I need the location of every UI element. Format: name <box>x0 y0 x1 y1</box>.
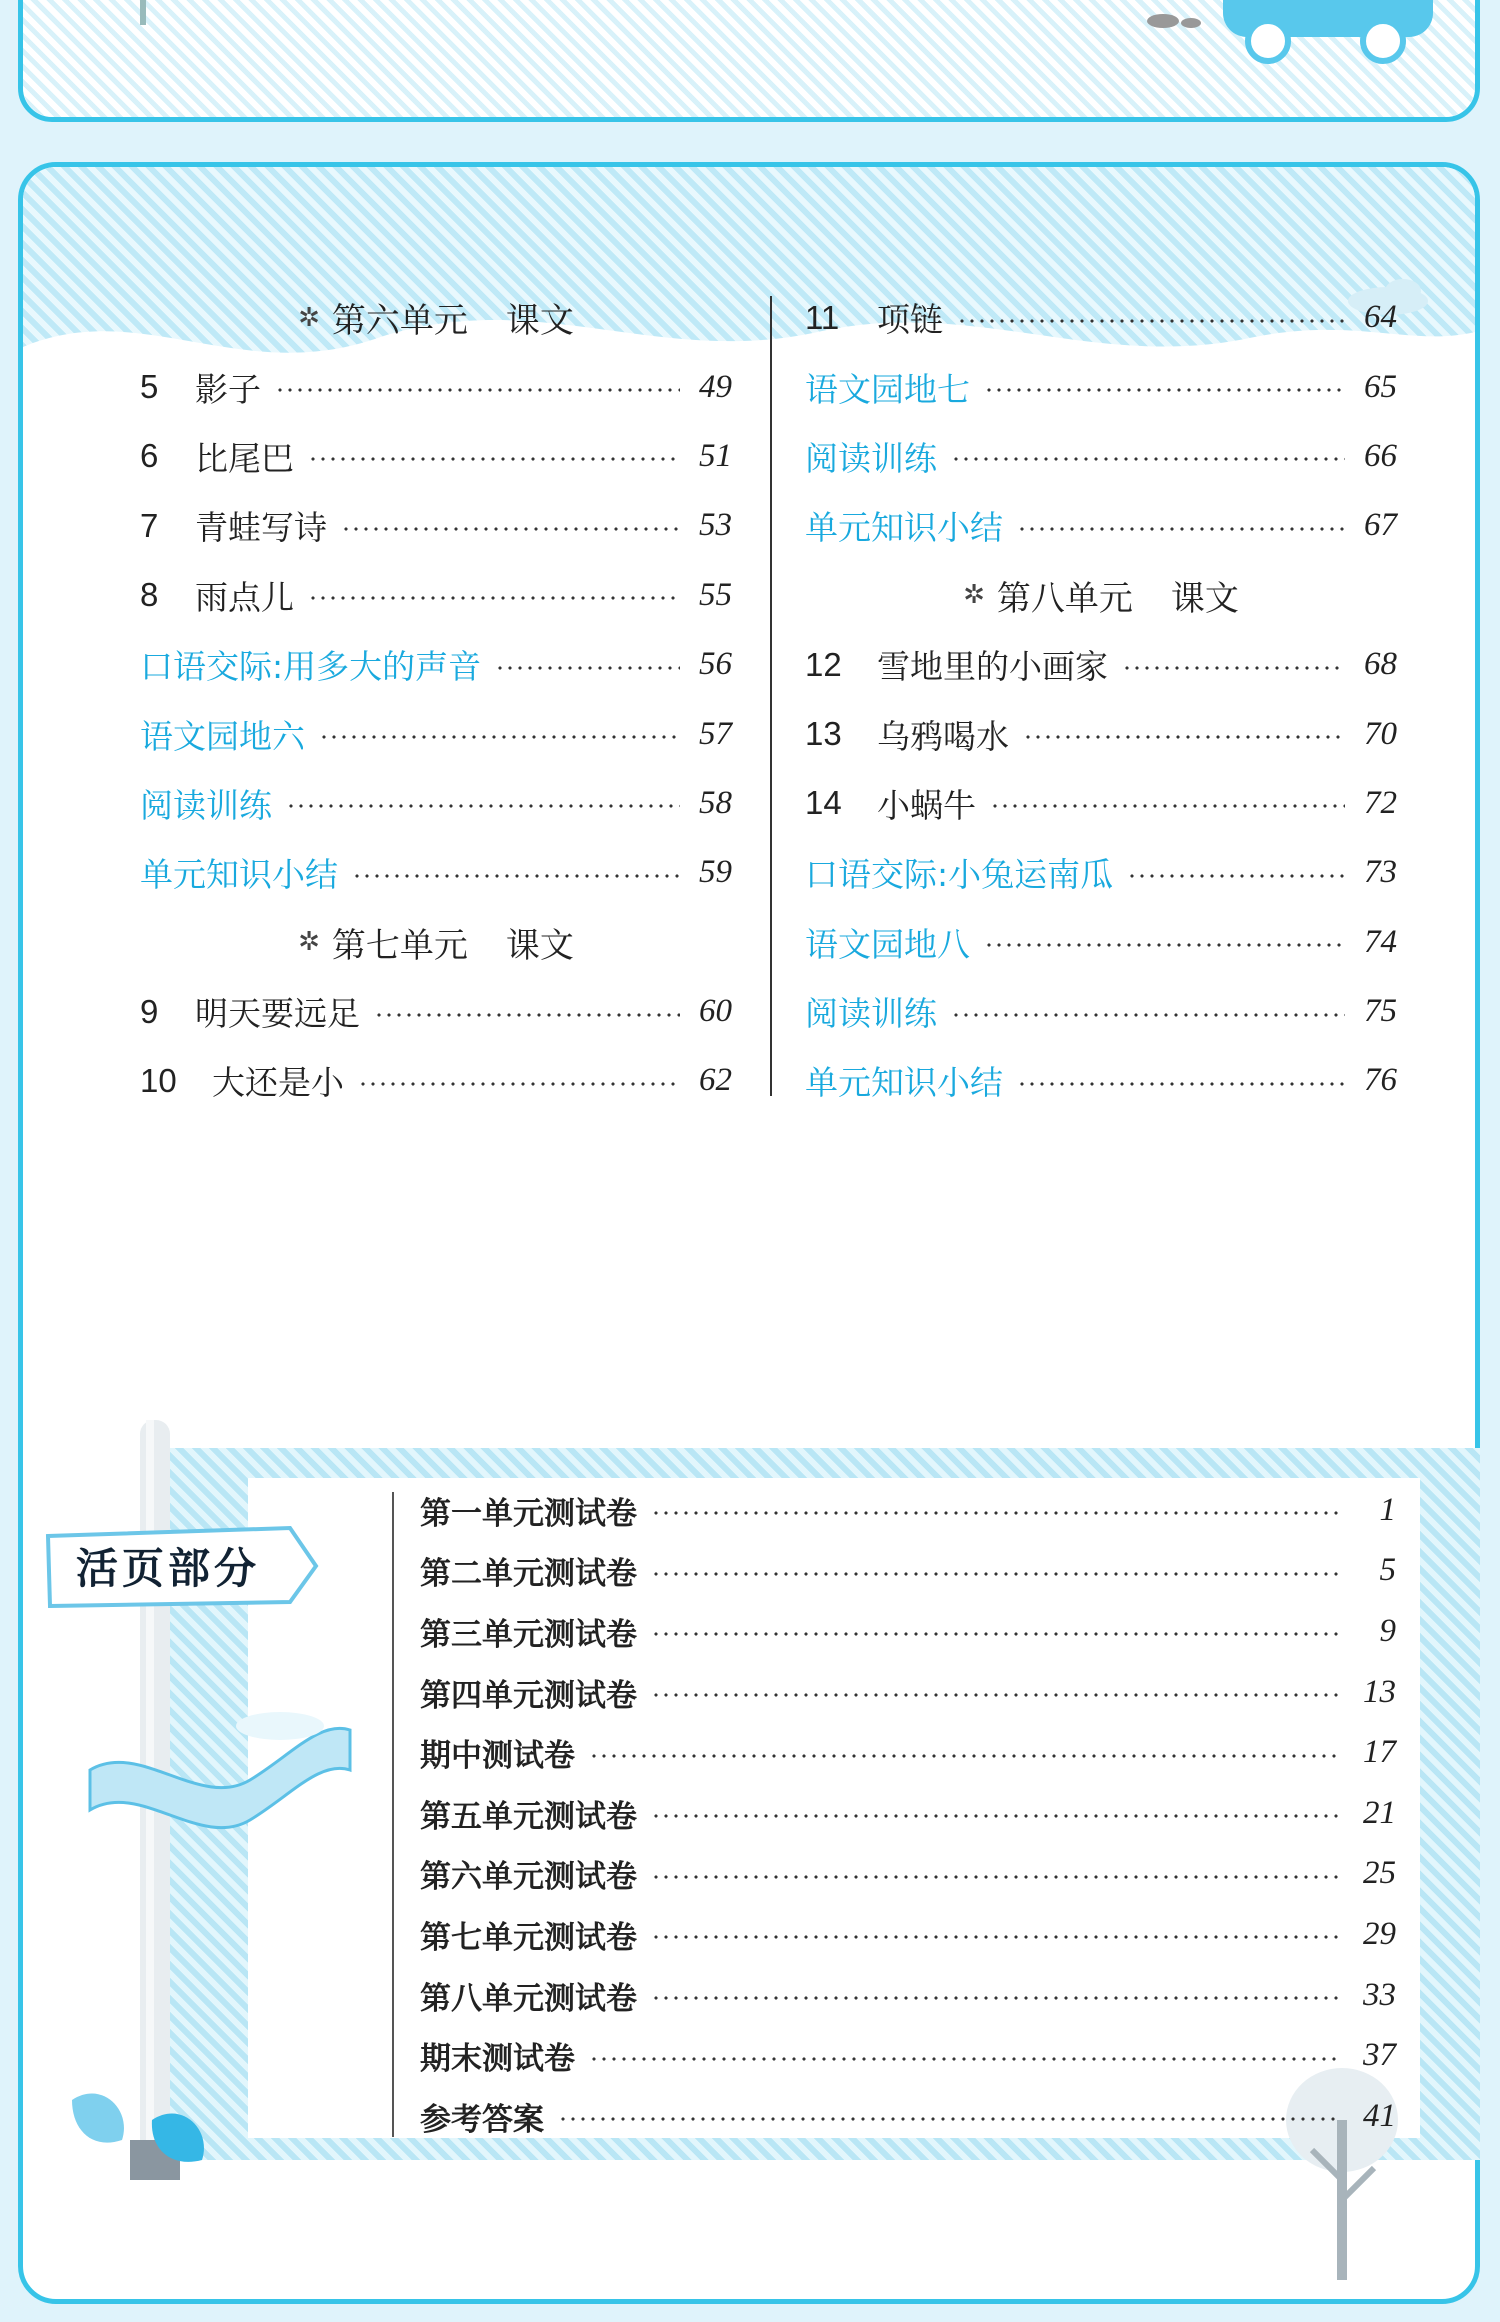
lesson-number: 7 <box>140 506 159 544</box>
page-number: 56 <box>699 646 732 683</box>
toc-entry[interactable] <box>805 352 1397 421</box>
toc-entry[interactable] <box>805 908 1397 977</box>
unit8-heading-kind: 课文 <box>1170 578 1239 619</box>
page-number: 67 <box>1364 507 1397 544</box>
leader-dots <box>651 1510 1340 1516</box>
page-number: 25 <box>1363 1855 1396 1892</box>
page-number: 21 <box>1363 1794 1396 1831</box>
test-entry[interactable] <box>420 1722 1396 1783</box>
leader-dots <box>308 456 680 462</box>
page-number: 65 <box>1364 368 1397 405</box>
page-number: 59 <box>699 854 732 891</box>
gear-icon: ✲ <box>963 580 985 611</box>
page-number: 37 <box>1363 2037 1396 2074</box>
unit8-heading-unit: 第八单元 <box>996 578 1133 619</box>
leader-dots <box>341 526 680 532</box>
gear-icon: ✲ <box>298 927 320 958</box>
entry-title: 阅读训练 <box>805 438 937 478</box>
test-entry[interactable] <box>420 1844 1396 1905</box>
page-number: 66 <box>1364 437 1397 474</box>
entry-title: 阅读训练 <box>140 785 272 825</box>
toc-left-column <box>140 283 732 1116</box>
loose-leaf-list <box>420 1480 1396 2147</box>
entry-title: 第七单元测试卷 <box>420 1919 637 1956</box>
leader-dots <box>1017 1081 1345 1087</box>
page-number: 55 <box>699 576 732 613</box>
leader-dots <box>319 734 680 740</box>
toc-entry[interactable] <box>805 491 1397 560</box>
toc-entry[interactable] <box>140 352 732 421</box>
leader-dots <box>990 803 1345 809</box>
leader-dots <box>951 456 1345 462</box>
loose-leaf-label: 活页部分 <box>76 1544 261 1593</box>
toc-entry[interactable] <box>140 422 732 491</box>
lesson-number: 14 <box>805 784 842 822</box>
test-entry[interactable] <box>420 1601 1396 1662</box>
top-banner-panel <box>18 0 1480 122</box>
entry-title: 阅读训练 <box>805 994 937 1034</box>
column-divider <box>770 296 772 1096</box>
toc-entry[interactable] <box>140 630 732 699</box>
entry-title: 口语交际:小兔运南瓜 <box>805 855 1114 895</box>
toc-right-column <box>805 283 1397 1116</box>
entry-title: 期末测试卷 <box>420 2041 575 2078</box>
entry-title: 第二单元测试卷 <box>420 1556 637 1593</box>
bus-icon <box>1133 0 1453 65</box>
page-number: 73 <box>1364 854 1397 891</box>
page-number: 51 <box>699 437 732 474</box>
entry-title: 影子 <box>195 369 261 409</box>
page-number: 33 <box>1363 1976 1396 2013</box>
entry-title: 小蜗牛 <box>877 785 976 825</box>
leader-dots <box>374 1012 680 1018</box>
leader-dots <box>1017 526 1345 532</box>
toc-entry[interactable] <box>140 1046 732 1115</box>
page-number: 76 <box>1364 1062 1397 1099</box>
toc-entry[interactable] <box>805 1046 1397 1115</box>
test-entry[interactable] <box>420 2086 1396 2147</box>
entry-title: 乌鸦喝水 <box>877 716 1009 756</box>
toc-entry[interactable] <box>140 769 732 838</box>
toc-entry[interactable] <box>805 838 1397 907</box>
unit8-heading <box>805 561 1397 630</box>
unit7-heading-unit: 第七单元 <box>331 925 468 966</box>
leader-dots <box>1127 873 1345 879</box>
leader-dots <box>1023 734 1345 740</box>
entry-title: 比尾巴 <box>195 438 294 478</box>
entry-title: 参考答案 <box>420 2101 544 2138</box>
toc-entry[interactable] <box>805 977 1397 1046</box>
toc-entry[interactable] <box>140 491 732 560</box>
page-number: 17 <box>1363 1734 1396 1771</box>
leader-dots <box>352 873 680 879</box>
leader-dots <box>651 1813 1340 1819</box>
page-number: 1 <box>1379 1491 1396 1528</box>
page-number: 68 <box>1364 646 1397 683</box>
leader-dots <box>957 318 1345 324</box>
toc-entry[interactable] <box>140 838 732 907</box>
page-number: 49 <box>699 368 732 405</box>
page-number: 72 <box>1364 784 1397 821</box>
leader-dots <box>984 942 1345 948</box>
leader-dots <box>1122 665 1345 671</box>
test-entry[interactable] <box>420 2025 1396 2086</box>
page-number: 5 <box>1379 1552 1396 1589</box>
test-entry[interactable] <box>420 1904 1396 1965</box>
entry-title: 单元知识小结 <box>805 508 1003 548</box>
toc-entry[interactable] <box>805 630 1397 699</box>
entry-title: 第八单元测试卷 <box>420 1980 637 2017</box>
ribbon-decoration <box>80 1700 360 1840</box>
entry-title: 语文园地八 <box>805 924 970 964</box>
lesson-number: 11 <box>805 298 840 336</box>
unit6-heading-kind: 课文 <box>505 301 574 342</box>
tree-icon <box>113 0 173 27</box>
page-number: 62 <box>699 1062 732 1099</box>
unit6-heading-unit: 第六单元 <box>331 301 468 342</box>
toc-entry[interactable] <box>805 283 1397 352</box>
page-number: 64 <box>1364 299 1397 336</box>
entry-title: 第五单元测试卷 <box>420 1798 637 1835</box>
leader-dots <box>951 1012 1345 1018</box>
toc-entry[interactable] <box>140 977 732 1046</box>
leader-dots <box>275 387 680 393</box>
entry-title: 第六单元测试卷 <box>420 1859 637 1896</box>
leader-dots <box>589 1753 1340 1759</box>
lesson-number: 13 <box>805 715 842 753</box>
page-number: 74 <box>1364 923 1397 960</box>
lesson-number: 5 <box>140 368 159 406</box>
leader-dots <box>984 387 1345 393</box>
leader-dots <box>651 1571 1340 1577</box>
leader-dots <box>495 665 680 671</box>
test-entry[interactable] <box>420 1783 1396 1844</box>
page-number: 13 <box>1363 1673 1396 1710</box>
leader-dots <box>651 1995 1340 2001</box>
test-entry[interactable] <box>420 1480 1396 1541</box>
lesson-number: 12 <box>805 645 842 683</box>
page-number: 57 <box>699 715 732 752</box>
page-number: 29 <box>1363 1915 1396 1952</box>
leader-dots <box>308 595 680 601</box>
page-number: 60 <box>699 993 732 1030</box>
entry-title: 单元知识小结 <box>140 855 338 895</box>
gear-icon: ✲ <box>298 302 320 333</box>
leader-dots <box>558 2116 1340 2122</box>
entry-title: 明天要远足 <box>195 994 360 1034</box>
entry-title: 第一单元测试卷 <box>420 1495 637 1532</box>
test-entry[interactable] <box>420 1965 1396 2026</box>
leaf-icon <box>62 2080 222 2170</box>
unit6-heading <box>140 283 732 352</box>
entry-title: 青蛙写诗 <box>195 508 327 548</box>
entry-title: 第四单元测试卷 <box>420 1677 637 1714</box>
page-number: 53 <box>699 507 732 544</box>
entry-title: 雪地里的小画家 <box>877 647 1108 687</box>
leader-dots <box>651 1874 1340 1880</box>
test-entry[interactable] <box>420 1541 1396 1602</box>
unit7-heading <box>140 908 732 977</box>
leader-dots <box>651 1692 1340 1698</box>
lesson-number: 8 <box>140 576 159 614</box>
entry-title: 语文园地六 <box>140 716 305 756</box>
page-number: 9 <box>1379 1612 1396 1649</box>
loose-leaf-divider <box>392 1492 394 2137</box>
unit7-heading-kind: 课文 <box>505 925 574 966</box>
entry-title: 期中测试卷 <box>420 1738 575 1775</box>
test-entry[interactable] <box>420 1662 1396 1723</box>
entry-title: 大还是小 <box>212 1063 344 1103</box>
entry-title: 项链 <box>877 300 943 340</box>
entry-title: 口语交际:用多大的声音 <box>140 647 482 687</box>
toc-entry[interactable] <box>805 699 1397 768</box>
entry-title: 单元知识小结 <box>805 1063 1003 1103</box>
page-number: 75 <box>1364 993 1397 1030</box>
lesson-number: 9 <box>140 992 159 1030</box>
entry-title: 语文园地七 <box>805 369 970 409</box>
lesson-number: 6 <box>140 437 159 475</box>
leader-dots <box>651 1934 1340 1940</box>
leader-dots <box>358 1081 680 1087</box>
page-number: 41 <box>1363 2097 1396 2134</box>
lesson-number: 10 <box>140 1061 177 1099</box>
toc-entry[interactable] <box>140 699 732 768</box>
page-number: 58 <box>699 784 732 821</box>
leader-dots <box>589 2056 1340 2062</box>
entry-title: 第三单元测试卷 <box>420 1616 637 1653</box>
page-number: 70 <box>1364 715 1397 752</box>
toc-entry[interactable] <box>805 422 1397 491</box>
entry-title: 雨点儿 <box>195 577 294 617</box>
leader-dots <box>651 1631 1340 1637</box>
toc-entry[interactable] <box>140 561 732 630</box>
leader-dots <box>286 803 680 809</box>
toc-entry[interactable] <box>805 769 1397 838</box>
